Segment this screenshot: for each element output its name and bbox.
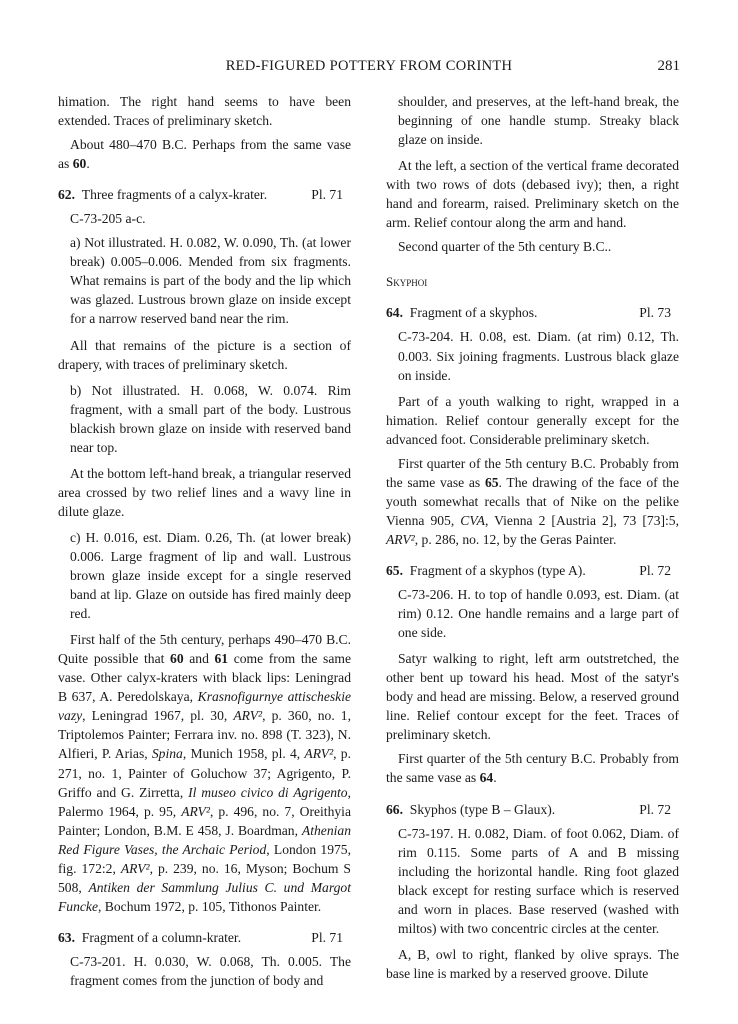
description-paragraph: A, B, owl to right, flanked by olive sprays. The base line is marked by a reserved groove. Dilute (386, 946, 679, 981)
inventory-number: C-73-197. H. 0.082, Diam. of foot 0.062, Diam. of rim 0.115. Some parts of A and B missing including the horizontal handle. Ring foot glazed black except for resting surface which is reserved and worn in places. Base reserved (washed with miltos) with two concentric circles at the center. (398, 825, 679, 936)
entry-65-heading (386, 561, 679, 580)
plate-reference: Pl. 72 (639, 801, 671, 817)
date-paragraph: First quarter of the 5th century B.C. Probably from the same vase as 64. (386, 751, 679, 786)
section-heading: Skyphoi (386, 274, 428, 290)
fragment-b-description: At the bottom left-hand break, a triangular reserved area crossed by two relief lines and a wavy line in dilute glaze. (58, 465, 351, 519)
date-paragraph: First quarter of the 5th century B.C. Probably from the same vase as 65. The drawing of the face of the youth somewhat recalls that of Nike on the pelike Vienna 905, CVA, Vienna 2 [Austria 2], 73 [73]:5, ARV², p. 286, no. 12, by the Geras Painter. (386, 455, 679, 547)
entry-title: Fragment of a column-krater. (81, 929, 242, 945)
paragraph: himation. The right hand seems to have been extended. Traces of preliminary sketch. (58, 94, 351, 129)
entry-66-heading (386, 800, 679, 819)
fragment-a: a) Not illustrated. H. 0.082, W. 0.090, Th. (at lower break) 0.005–0.006. Mended from six fragments. What remains is part of the body and the lip which was glazed. Lustrous brown glaze on inside except for a narrow reserved band near the rim. (70, 235, 351, 327)
plate-reference: Pl. 73 (639, 305, 671, 321)
fragment-b: b) Not illustrated. H. 0.068, W. 0.074. Rim fragment, with a small part of the body. Lustrous blackish brown glaze on inside with reserved band near top. (70, 382, 351, 455)
description-paragraph: At the left, a section of the vertical frame decorated with two rows of dots (debased ivy); then, a right hand and forearm, raised. Preliminary sketch on the arm. Relief contour along the arm and hand. (386, 158, 679, 231)
fragment-c: c) H. 0.016, est. Diam. 0.26, Th. (at lower break) 0.006. Large fragment of lip and wall. Lustrous brown glaze inside except for a single reserved band at lip. Glaze on outside has fired mainly deep red. (70, 529, 351, 622)
running-title: RED-FIGURED POTTERY FROM CORINTH (225, 58, 513, 74)
entry-number: 63. (58, 929, 75, 945)
page-header (58, 58, 680, 80)
entry-63-heading (58, 928, 351, 947)
entry-number: 62. (58, 187, 75, 203)
inventory-number: C-73-201. H. 0.030, W. 0.068, Th. 0.005. The fragment comes from the junction of body and (70, 953, 351, 988)
page-number: 281 (657, 58, 680, 74)
entry-number: 64. (386, 305, 403, 321)
entry-title: Fragment of a skyphos. (409, 305, 538, 321)
description-paragraph: Part of a youth walking to right, wrapped in a himation. Relief contour generally except for the advanced foot. Considerable preliminary sketch. (386, 393, 679, 447)
entry-title: Three fragments of a calyx-krater. (81, 187, 268, 203)
entry-title: Skyphos (type B – Glaux). (409, 801, 556, 817)
entry-number: 66. (386, 801, 403, 817)
left-column (58, 92, 351, 995)
paragraph: shoulder, and preserves, at the left-hand break, the beginning of one handle stump. Streaky black glaze on inside. (398, 94, 679, 148)
entry-62-heading (58, 185, 351, 204)
date-paragraph: Second quarter of the 5th century B.C.. (398, 239, 612, 255)
plate-reference: Pl. 71 (311, 187, 343, 203)
plate-reference: Pl. 71 (311, 929, 343, 945)
right-column (386, 92, 679, 988)
inventory-number: C-73-205 a-c. (70, 211, 146, 227)
inventory-number: C-73-204. H. 0.08, est. Diam. (at rim) 0.12, Th. 0.003. Six joining fragments. Lustrous black glaze on inside. (398, 329, 679, 383)
fragment-a-description: All that remains of the picture is a section of drapery, with traces of preliminary sketch. (58, 337, 351, 372)
description-paragraph: Satyr walking to right, left arm outstretched, the other bent up toward his head. Most of the satyr's body and head are missing. Below, a reserved ground line. Relief contour except for the feet. Traces of preliminary sketch. (386, 651, 679, 743)
discussion-paragraph: First half of the 5th century, perhaps 490–470 B.C. Quite possible that 60 and 61 come from the same vase. Other calyx-kraters with black lips: Leningrad B 637, A. Peredolskaya, Krasnofigurnye attischeskie vazy, Leningrad 1967, pl. 30, ARV², p. 360, no. 1, Triptolemos Painter; Ferrara inv. no. 898 (T. 323), N. Alfieri, P. Arias, Spina, Munich 1958, pl. 4, ARV², p. 271, no. 1, Painter of Goluchow 37; Agrigento, P. Griffo and G. Zirretta, Il museo civico di Agrigento, Palermo 1964, p. 95, ARV², p. 496, no. 7, Oreithyia Painter; London, B.M. E 458, J. Boardman, Athenian Red Figure Vases, the Archaic Period, London 1975, fig. 172:2, ARV², p. 239, no. 16, Myson; Bochum S 508, Antiken der Sammlung Julius C. und Margot Funcke, Bochum 1972, p. 105, Tithonos Painter. (58, 632, 352, 914)
entry-64-heading (386, 303, 679, 322)
entry-title: Fragment of a skyphos (type A). (409, 562, 586, 578)
entry-number: 65. (386, 562, 403, 578)
date-paragraph: About 480–470 B.C. Perhaps from the same vase as 60. (58, 137, 352, 172)
inventory-number: C-73-206. H. to top of handle 0.093, est. Diam. (at rim) 0.12. One handle remains and a large part of one side. (398, 587, 679, 641)
plate-reference: Pl. 72 (639, 562, 671, 578)
